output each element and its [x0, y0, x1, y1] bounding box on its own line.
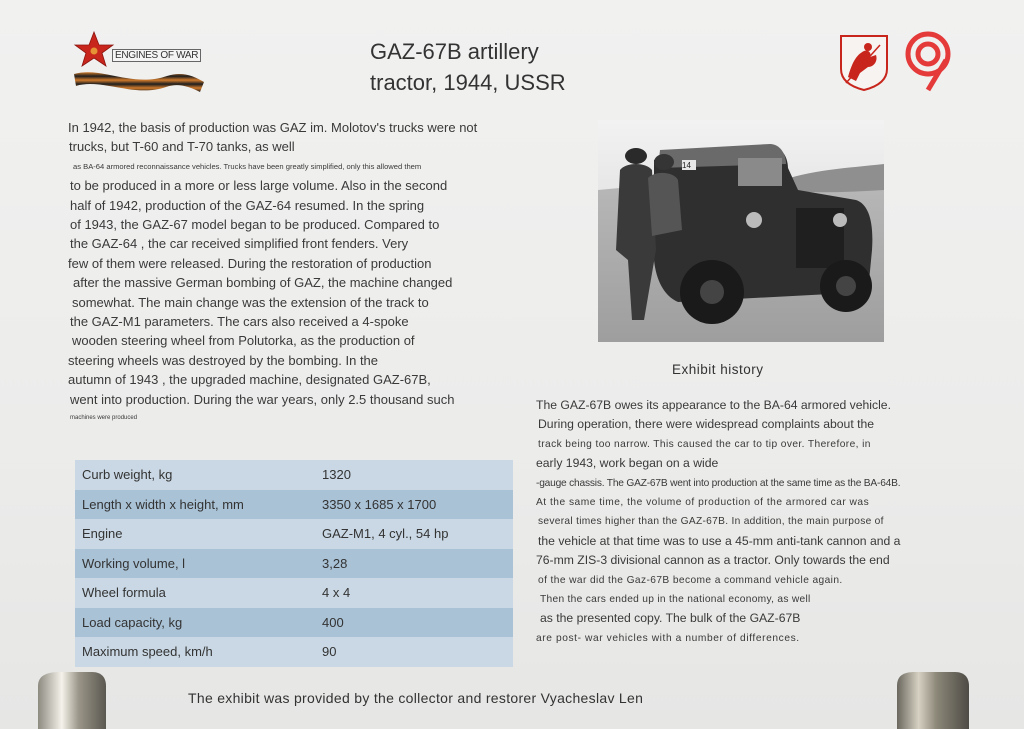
story-line: the GAZ-64 , the car received simplified front fenders. Very	[70, 236, 409, 252]
spec-value: 3,28	[315, 549, 513, 579]
spec-row	[75, 608, 513, 638]
history-line: -gauge chassis. The GAZ-67B went into production at the same time as the BA-64B.	[536, 477, 901, 489]
story-line: wooden steering wheel from Polutorka, as the production of	[72, 333, 415, 349]
story-line: In 1942, the basis of production was GAZ im. Molotov's trucks were not	[68, 120, 478, 135]
right-mount-clamp	[895, 672, 973, 729]
spec-label: Working volume, l	[75, 549, 315, 579]
spec-value: 90	[315, 637, 513, 667]
page-title	[370, 36, 566, 98]
exhibit-history-text	[536, 396, 976, 648]
spec-label: Length x width x height, mm	[75, 490, 315, 520]
title-line-2: tractor, 1944, USSR	[370, 70, 566, 95]
history-line: several times higher than the GAZ-67B. In addition, the main purpose of	[538, 516, 884, 528]
exhibit-history-heading: Exhibit history	[672, 362, 764, 377]
spec-value: 4 x 4	[315, 578, 513, 608]
provider-credit: The exhibit was provided by the collector and restorer Vyacheslav Len	[188, 690, 644, 706]
spec-row	[75, 578, 513, 608]
story-line: machines were produced	[70, 415, 138, 422]
history-line: track being too narrow. This caused the car to tip over. Therefore, in	[538, 438, 871, 450]
spec-label: Wheel formula	[75, 578, 315, 608]
history-line: the vehicle at that time was to use a 45-mm anti-tank cannon and a	[538, 533, 901, 548]
history-line: of the war did the Gaz-67B become a command vehicle again.	[538, 574, 843, 586]
history-line: At the same time, the volume of production of the armored car was	[536, 497, 870, 509]
history-line: Then the cars ended up in the national economy, as well	[540, 594, 811, 606]
story-line: of 1943, the GAZ-67 model began to be produced. Compared to	[70, 217, 440, 233]
description-text	[68, 118, 528, 429]
story-line: half of 1942, production of the GAZ-64 resumed. In the spring	[70, 197, 425, 213]
left-mount-clamp	[30, 672, 108, 729]
spec-label: Maximum speed, km/h	[75, 637, 315, 667]
story-line: trucks, but T-60 and T-70 tanks, as well	[69, 139, 295, 155]
photo-plate-number: 14	[682, 161, 691, 170]
moscow-coat-of-arms-icon	[838, 33, 890, 91]
red-star-icon	[72, 30, 207, 100]
spec-value: 1320	[315, 460, 513, 490]
story-line: went into production. During the war years, only 2.5 thousand such	[70, 391, 455, 407]
spec-label: Load capacity, kg	[75, 608, 315, 638]
history-line: During operation, there were widespread complaints about the	[538, 417, 875, 432]
story-line: as BA-64 armored reconnaissance vehicles. Trucks have been greatly simplified, only this allowed them	[73, 161, 422, 171]
museum-ring-logo-icon	[902, 30, 954, 92]
story-line: after the massive German bombing of GAZ, the machine changed	[73, 275, 453, 291]
spec-row	[75, 519, 513, 549]
history-line: 76-mm ZIS-3 divisional cannon as a tractor. Only towards the end	[536, 553, 890, 568]
history-line: as the presented copy. The bulk of the GAZ-67B	[540, 611, 801, 626]
spec-value: GAZ-M1, 4 cyl., 54 hp	[315, 519, 513, 549]
story-line: the GAZ-M1 parameters. The cars also received a 4-spoke	[70, 314, 409, 330]
history-line: early 1943, work began on a wide	[536, 456, 719, 471]
history-line: The GAZ-67B owes its appearance to the BA-64 armored vehicle.	[536, 398, 891, 412]
spec-table	[75, 460, 513, 667]
spec-row	[75, 490, 513, 520]
spec-row	[75, 460, 513, 490]
story-line: to be produced in a more or less large volume. Also in the second	[70, 178, 448, 194]
spec-value: 400	[315, 608, 513, 638]
spec-row	[75, 549, 513, 579]
title-line-1: GAZ-67B artillery	[370, 39, 539, 64]
spec-label: Engine	[75, 519, 315, 549]
story-line: few of them were released. During the restoration of production	[68, 255, 432, 271]
story-line: somewhat. The main change was the extension of the track to	[72, 294, 429, 310]
logo-text: ENGINES OF WAR	[112, 49, 201, 62]
story-line: steering wheels was destroyed by the bombing. In the	[68, 352, 379, 368]
spec-value: 3350 x 1685 x 1700	[315, 490, 513, 520]
historical-photo	[598, 120, 884, 342]
history-line: are post- war vehicles with a number of differences.	[536, 632, 800, 644]
spec-row	[75, 637, 513, 667]
story-line: autumn of 1943 , the upgraded machine, designated GAZ-67B,	[68, 372, 431, 388]
engines-of-war-logo	[72, 30, 207, 100]
spec-label: Curb weight, kg	[75, 460, 315, 490]
